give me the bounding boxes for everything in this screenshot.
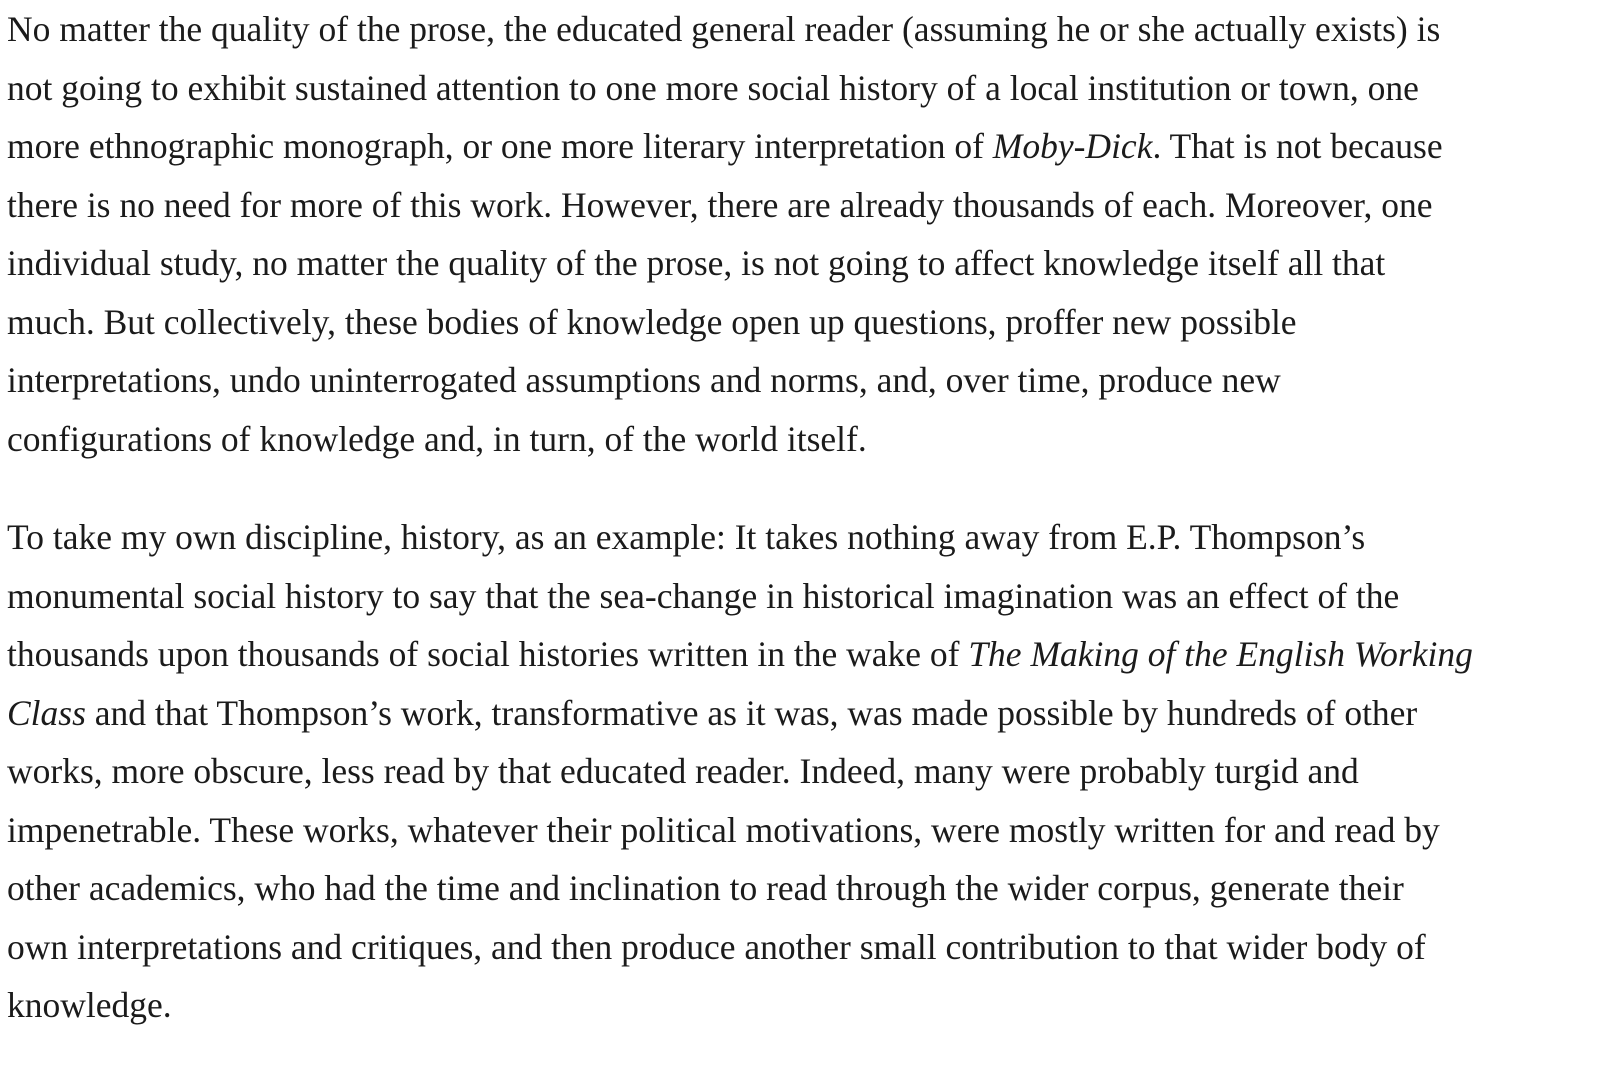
text-line [7,351,1607,410]
text-span: much. But collectively, these bodies of knowledge open up questions, proffer new possible [7,301,1297,342]
text-line [7,625,1607,684]
text-line [7,0,1607,59]
text-span: interpretations, undo uninterrogated assumptions and norms, and, over time, produce new [7,360,1281,400]
text-line [7,508,1607,567]
text-span: works, more obscure, less read by that educated reader. Indeed, many were probably turgid and [7,751,1359,791]
text-line [7,293,1607,352]
text-line [7,59,1607,118]
text-line [7,176,1607,235]
text-line [7,918,1607,977]
text-line [7,410,1607,469]
paragraph [7,0,1607,468]
text-span: other academics, who had the time and inclination to read through the wider corpus, generate their [7,868,1404,908]
text-line [7,567,1607,626]
paragraph [7,508,1607,1035]
text-line [7,684,1607,743]
text-span: and that Thompson’s work, transformative as it was, was made possible by hundreds of other [85,692,1418,733]
text-span: . That is not because [1152,126,1443,166]
text-line [7,742,1607,801]
text-span: impenetrable. These works, whatever their political motivations, were mostly written for and read by [7,809,1440,850]
text-span: To take my own discipline, history, as an example: It takes nothing away from E.P. Thompson’s [7,517,1366,557]
text-line [7,859,1607,918]
article-body [7,0,1607,1035]
text-span: own interpretations and critiques, and then produce another small contribution to that wider body of [7,926,1426,967]
book-title: The Making of the English Working [968,634,1473,674]
text-span: monumental social history to say that the sea-change in historical imagination was an effect of the [7,575,1400,616]
text-span: knowledge. [7,985,172,1025]
text-span: there is no need for more of this work. However, there are already thousands of each. Moreover, one [7,184,1433,225]
text-span: individual study, no matter the quality of the prose, is not going to affect knowledge itself all that [7,243,1386,283]
text-span: No matter the quality of the prose, the educated general reader (assuming he or she actually exists) is [7,9,1441,49]
text-line [7,117,1607,176]
text-line [7,234,1607,293]
text-span: thousands upon thousands of social histories written in the wake of [7,634,969,674]
text-span: more ethnographic monograph, or one more literary interpretation of [7,126,993,166]
text-line [7,801,1607,860]
text-span: not going to exhibit sustained attention to one more social history of a local institution or town, one [7,67,1419,108]
text-line [7,976,1607,1035]
book-title: Moby-Dick [992,126,1153,166]
book-title: Class [7,692,86,733]
text-span: configurations of knowledge and, in turn, of the world itself. [7,418,867,459]
